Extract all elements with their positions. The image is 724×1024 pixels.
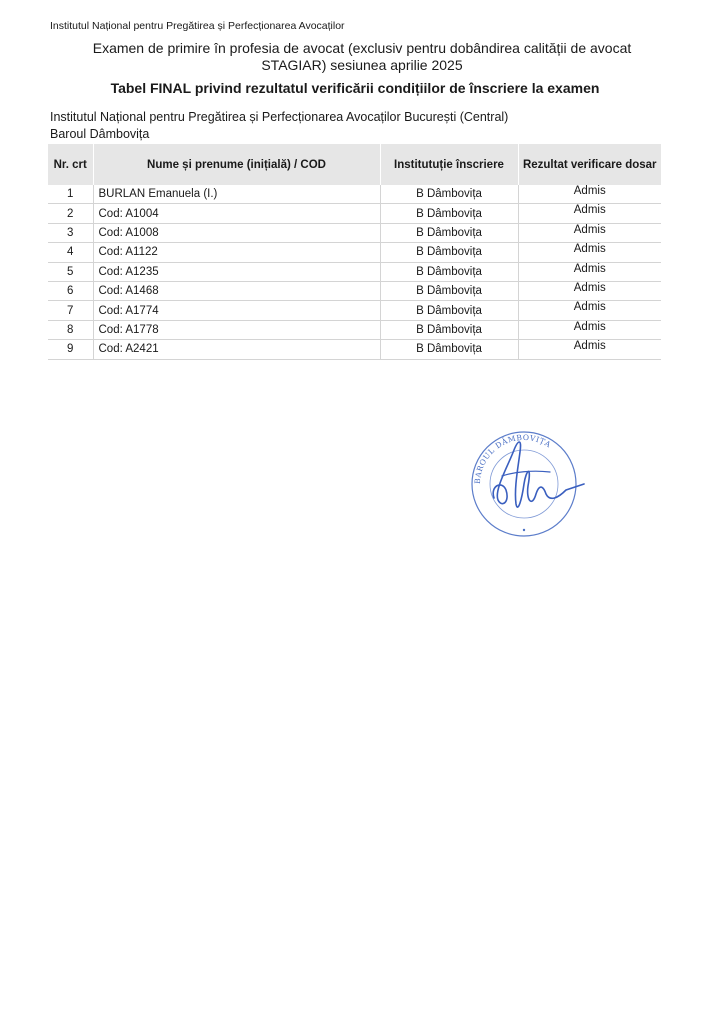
row-name: Cod: A1235 xyxy=(93,262,380,281)
header-organization: Institutul Național pentru Pregătirea și Perfecționarea Avocaților xyxy=(50,20,345,32)
row-number: 6 xyxy=(48,281,93,300)
row-name: Cod: A1468 xyxy=(93,281,380,300)
row-number: 9 xyxy=(48,340,93,359)
row-number: 5 xyxy=(48,262,93,281)
row-name: Cod: A1004 xyxy=(93,204,380,223)
row-result: Admis xyxy=(518,243,661,262)
row-name: Cod: A1122 xyxy=(93,243,380,262)
stamp-text: BAROUL DÂMBOVIȚA xyxy=(472,432,553,485)
row-name: Cod: A1778 xyxy=(93,320,380,339)
row-result: Admis xyxy=(518,262,661,281)
table-row xyxy=(48,185,661,204)
row-name: BURLAN Emanuela (I.) xyxy=(93,185,380,204)
row-number: 4 xyxy=(48,243,93,262)
row-result: Admis xyxy=(518,281,661,300)
results-table xyxy=(48,144,661,360)
row-name: Cod: A1774 xyxy=(93,301,380,320)
row-number: 7 xyxy=(48,301,93,320)
row-institution: B Dâmbovița xyxy=(380,340,518,359)
official-stamp xyxy=(462,428,592,538)
column-header-name: Nume și prenume (inițială) / COD xyxy=(93,144,380,185)
row-result: Admis xyxy=(518,223,661,242)
bar-name: Baroul Dâmbovița xyxy=(50,127,150,141)
row-institution: B Dâmbovița xyxy=(380,223,518,242)
row-number: 1 xyxy=(48,185,93,204)
row-result: Admis xyxy=(518,340,661,359)
exam-title: Examen de primire în profesia de avocat (exclusiv pentru dobândirea calității de avocat STAGIAR) sesiunea aprilie 2025 xyxy=(92,40,632,73)
institution-name: Institutul Național pentru Pregătirea și Perfecționarea Avocaților București (Central) xyxy=(50,110,509,124)
stamp-dot xyxy=(523,529,525,531)
table-row xyxy=(48,320,661,339)
row-institution: B Dâmbovița xyxy=(380,243,518,262)
row-institution: B Dâmbovița xyxy=(380,262,518,281)
row-institution: B Dâmbovița xyxy=(380,281,518,300)
row-number: 8 xyxy=(48,320,93,339)
table-row xyxy=(48,243,661,262)
row-number: 2 xyxy=(48,204,93,223)
table-row xyxy=(48,223,661,242)
table-row xyxy=(48,301,661,320)
row-result: Admis xyxy=(518,204,661,223)
row-result: Admis xyxy=(518,185,661,204)
column-header-nr: Nr. crt xyxy=(48,144,93,185)
row-name: Cod: A2421 xyxy=(93,340,380,359)
row-institution: B Dâmbovița xyxy=(380,301,518,320)
row-result: Admis xyxy=(518,320,661,339)
table-row xyxy=(48,281,661,300)
row-institution: B Dâmbovița xyxy=(380,185,518,204)
row-number: 3 xyxy=(48,223,93,242)
row-institution: B Dâmbovița xyxy=(380,320,518,339)
table-row xyxy=(48,204,661,223)
table-row xyxy=(48,262,661,281)
column-header-institution: Institutuție înscriere xyxy=(380,144,518,185)
table-title: Tabel FINAL privind rezultatul verificării condițiilor de înscriere la examen xyxy=(110,80,600,96)
row-institution: B Dâmbovița xyxy=(380,204,518,223)
column-header-result: Rezultat verificare dosar xyxy=(518,144,661,185)
row-result: Admis xyxy=(518,301,661,320)
table-header-row xyxy=(48,144,661,185)
row-name: Cod: A1008 xyxy=(93,223,380,242)
table-row xyxy=(48,340,661,359)
